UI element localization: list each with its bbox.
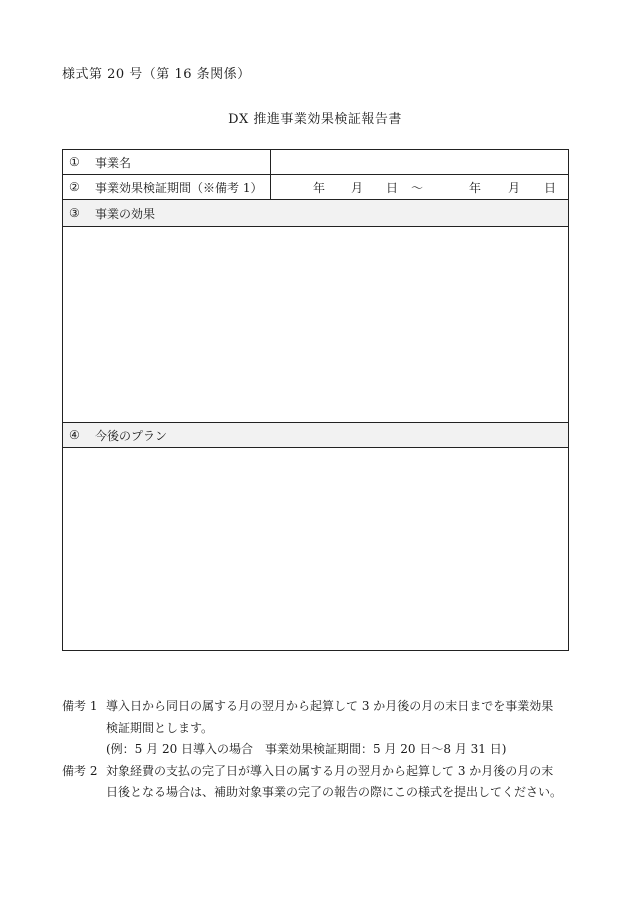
note-1-example: (例：5 月 20 日導入の場合 事業効果検証期間：5 月 20 日〜8 月 31 日) [106, 742, 507, 756]
note-1-label: 備考 1 [62, 699, 98, 713]
row-verification-period-label [69, 175, 262, 199]
row-number: ④ [69, 428, 80, 442]
section-header-effects [63, 200, 568, 227]
note-1-line-2: 検証期間とします。 [106, 720, 214, 735]
period-separator: 〜 [411, 180, 424, 195]
note-2-label: 備考 2 [62, 763, 98, 778]
row-project-name-label [69, 150, 131, 174]
effects-label: 事業の効果 [95, 206, 156, 221]
start-month-unit: 月 [351, 180, 364, 195]
document-title: DX 推進事業効果検証報告書 [228, 112, 402, 127]
row-number: ② [69, 180, 80, 194]
report-form-table [62, 149, 569, 651]
note-2-text-1: 対象経費の支払の完了日が導入日の属する月の翌月から起算して 3 か月後の月の末 [106, 763, 554, 778]
start-day-unit: 日 [386, 180, 399, 195]
end-month-unit: 月 [508, 180, 521, 195]
future-plan-label: 今後のプラン [95, 428, 168, 443]
section-header-future-plan-label [69, 423, 167, 447]
row-verification-period [63, 175, 568, 200]
note-2-line-2: 日後となる場合は、補助対象事業の完了の報告の際にこの様式を提出してください。 [106, 785, 563, 799]
section-header-effects-label [69, 200, 155, 226]
start-year-unit: 年 [313, 180, 326, 195]
effects-text-area[interactable] [63, 227, 568, 423]
notes-section [62, 696, 582, 804]
form-number: 様式第 20 号（第 16 条関係） [62, 67, 251, 82]
future-plan-text-area[interactable] [63, 448, 568, 650]
section-header-future-plan [63, 423, 568, 448]
verification-period-label: 事業効果検証期間（※備考 1） [95, 180, 263, 195]
end-day-unit: 日 [544, 180, 557, 195]
note-1-line-1 [62, 696, 582, 718]
verification-period-field[interactable] [271, 175, 568, 199]
note-2-line-1 [62, 761, 582, 783]
project-name-label: 事業名 [95, 155, 132, 170]
note-1-text-1: 導入日から同日の属する月の翌月から起算して 3 か月後の月の末日までを事業効果 [106, 699, 554, 713]
end-year-unit: 年 [469, 180, 482, 195]
project-name-field[interactable] [271, 150, 568, 174]
row-number: ① [69, 155, 80, 169]
row-project-name [63, 150, 568, 175]
row-number: ③ [69, 206, 80, 220]
